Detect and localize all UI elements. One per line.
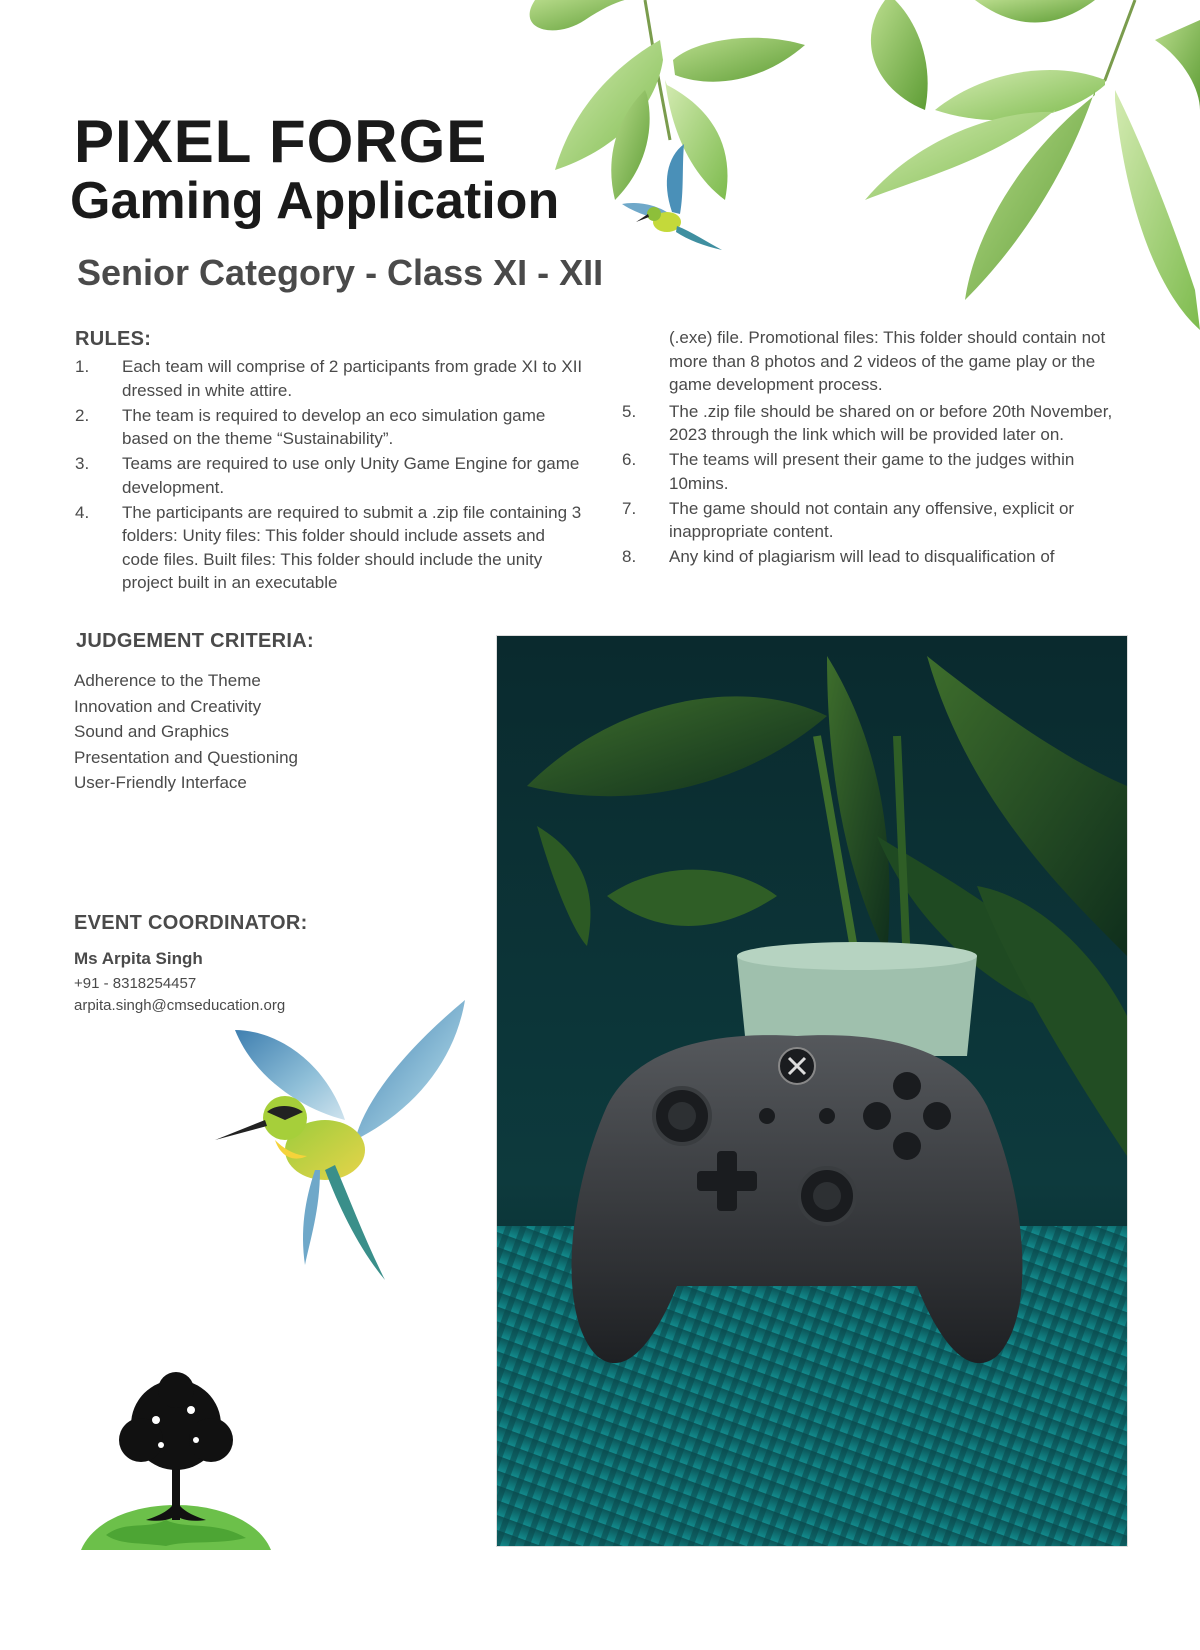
rule-text: The teams will present their game to the judges within 10mins.: [669, 450, 1075, 493]
judgement-heading: JUDGEMENT CRITERIA:: [76, 630, 314, 652]
rule-item: [75, 501, 585, 595]
rules-heading: RULES:: [75, 328, 152, 350]
judgement-criteria-list: [74, 668, 298, 796]
controller-plant-photo: [496, 635, 1128, 1547]
rules-list-right: [622, 326, 1132, 570]
rules-list-continued: [622, 400, 1132, 569]
rule-4-continuation: (.exe) file. Promotional files: This folder should contain not more than 8 photos and 2 videos of the game play or the game development process.: [669, 328, 1106, 394]
rule-item: [622, 497, 1132, 544]
rule-text: The game should not contain any offensive, explicit or inappropriate content.: [669, 498, 1075, 541]
rule-text: Teams are required to use only Unity Game Engine for game development.: [122, 454, 580, 497]
criteria-item: User-Friendly Interface: [74, 773, 247, 793]
event-subtitle: Gaming Application: [70, 172, 560, 230]
rule-item: [622, 400, 1132, 447]
rule-item: [75, 355, 585, 402]
coordinator-name: Ms Arpita Singh: [74, 949, 203, 968]
large-bird-icon: [215, 1000, 475, 1280]
rule-text: The team is required to develop an eco simulation game based on the theme “Sustainability”.: [122, 405, 546, 448]
rule-number: 1.: [75, 357, 90, 376]
rule-text: The participants are required to submit a .zip file containing 3 folders: Unity files: This folder should include assets and code files. Built files: This folder should include the unity project built in an executable: [122, 502, 582, 592]
rule-text: Any kind of plagiarism will lead to disqualification of: [669, 547, 1055, 566]
rule-number: 2.: [75, 405, 90, 425]
rule-number: 7.: [622, 498, 637, 518]
rule-number: 4.: [75, 502, 90, 522]
rule-number: 8.: [622, 547, 637, 566]
category-label: Senior Category - Class XI - XII: [77, 252, 604, 293]
rule-number: 6.: [622, 450, 637, 469]
coordinator-heading: EVENT COORDINATOR:: [74, 912, 308, 934]
event-title: PIXEL FORGE: [74, 108, 488, 175]
rule-item: [622, 545, 1132, 569]
rules-list-left: [75, 355, 585, 596]
rule-text: The .zip file should be shared on or before 20th November, 2023 through the link which will be provided later on.: [669, 401, 1113, 444]
rule-text: Each team will comprise of 2 participants from grade XI to XII dressed in white attire.: [122, 357, 583, 400]
coordinator-email[interactable]: arpita.singh@cmseducation.org: [74, 997, 286, 1014]
criteria-item: Presentation and Questioning: [74, 747, 298, 767]
rule-number: 5.: [622, 401, 637, 421]
criteria-item: Innovation and Creativity: [74, 696, 262, 716]
rule-item: [75, 452, 585, 499]
tree-globe-logo: [76, 1370, 276, 1570]
rule-item: [622, 448, 1132, 495]
coordinator-phone[interactable]: +91 - 8318254457: [74, 975, 197, 992]
rule-number: 3.: [75, 454, 90, 473]
criteria-item: Sound and Graphics: [74, 722, 229, 742]
small-bird-icon: [622, 142, 732, 262]
rule-item: [75, 404, 585, 451]
criteria-item: Adherence to the Theme: [74, 671, 261, 690]
